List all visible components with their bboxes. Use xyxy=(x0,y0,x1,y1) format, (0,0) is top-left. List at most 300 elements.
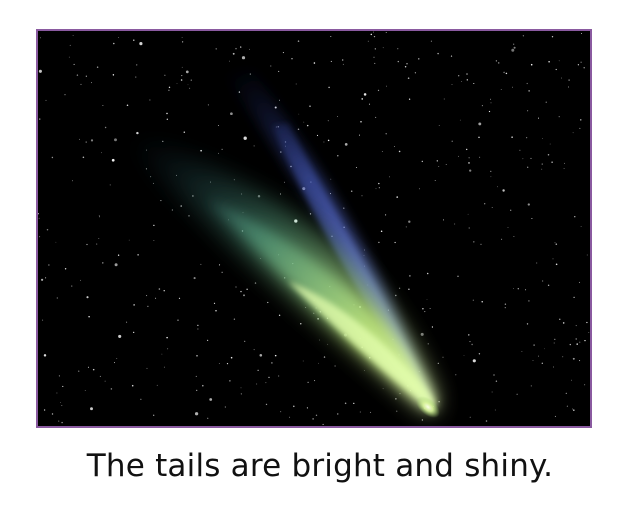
star xyxy=(460,120,461,121)
star xyxy=(497,186,498,187)
star xyxy=(587,255,588,256)
star xyxy=(513,288,514,289)
star xyxy=(241,387,242,388)
star xyxy=(184,131,185,132)
star xyxy=(345,403,347,405)
star xyxy=(360,121,362,123)
star xyxy=(241,393,242,394)
star xyxy=(293,406,295,408)
star xyxy=(568,79,569,80)
star xyxy=(160,200,161,201)
star xyxy=(149,99,150,100)
star xyxy=(330,36,331,37)
star xyxy=(578,64,579,65)
star xyxy=(374,36,375,37)
caption-text: The tails are bright and shiny. xyxy=(86,448,554,484)
star xyxy=(473,83,474,84)
star xyxy=(548,285,549,286)
star xyxy=(303,361,304,362)
star xyxy=(564,168,565,169)
comet-image xyxy=(38,31,590,426)
star xyxy=(105,381,106,382)
star xyxy=(574,216,575,217)
star xyxy=(39,119,40,120)
star xyxy=(140,399,141,400)
star xyxy=(498,62,500,64)
star xyxy=(408,289,410,291)
star xyxy=(469,227,470,228)
star xyxy=(513,44,514,45)
star xyxy=(186,71,189,74)
star xyxy=(405,66,406,67)
star xyxy=(468,214,469,215)
star xyxy=(331,61,332,62)
star xyxy=(86,296,88,298)
star xyxy=(182,37,183,38)
star xyxy=(471,344,472,345)
star xyxy=(527,110,528,111)
star xyxy=(86,244,87,245)
star xyxy=(307,407,308,408)
star xyxy=(386,32,387,33)
star xyxy=(396,411,397,412)
star xyxy=(99,215,100,216)
star xyxy=(337,155,338,156)
star xyxy=(255,282,256,283)
star xyxy=(202,385,204,387)
star xyxy=(91,82,92,83)
star xyxy=(303,122,304,123)
star xyxy=(307,382,308,383)
star xyxy=(563,322,565,324)
star xyxy=(382,151,383,152)
star xyxy=(195,412,198,415)
star xyxy=(482,105,483,106)
star xyxy=(196,376,197,377)
star xyxy=(518,288,519,289)
star xyxy=(581,226,582,227)
star xyxy=(552,36,553,37)
star xyxy=(314,380,315,381)
star xyxy=(457,276,458,277)
star xyxy=(172,210,173,211)
star xyxy=(153,415,154,416)
star xyxy=(44,409,45,410)
star xyxy=(458,156,459,157)
star xyxy=(188,84,189,85)
star xyxy=(438,166,439,167)
star xyxy=(437,53,438,54)
star xyxy=(113,43,115,45)
star xyxy=(180,205,182,207)
star xyxy=(79,139,80,140)
star xyxy=(581,33,582,34)
comet-photo xyxy=(36,29,592,428)
star xyxy=(133,332,134,333)
star xyxy=(464,355,465,356)
star xyxy=(408,221,410,223)
star xyxy=(374,57,375,58)
star xyxy=(162,141,163,142)
star xyxy=(469,341,470,342)
star xyxy=(278,376,279,377)
star xyxy=(312,418,314,420)
star xyxy=(484,203,485,204)
star xyxy=(480,244,481,245)
star xyxy=(362,195,363,196)
star xyxy=(399,288,400,289)
star xyxy=(197,328,198,329)
star xyxy=(256,384,257,385)
star xyxy=(493,374,494,375)
star xyxy=(566,393,567,394)
star xyxy=(271,362,273,364)
star xyxy=(164,367,165,368)
star xyxy=(181,79,183,81)
star xyxy=(375,117,376,118)
star xyxy=(527,323,528,324)
star xyxy=(218,125,219,126)
star xyxy=(208,104,209,105)
star xyxy=(364,93,367,96)
star xyxy=(396,196,398,198)
star xyxy=(280,194,281,195)
star xyxy=(69,57,70,58)
star xyxy=(544,348,545,349)
star xyxy=(188,215,189,216)
star xyxy=(48,264,49,265)
star xyxy=(182,41,183,42)
star xyxy=(383,388,384,389)
star xyxy=(511,49,514,52)
star xyxy=(373,32,374,33)
star xyxy=(317,318,318,319)
star xyxy=(159,288,161,290)
star xyxy=(65,268,66,269)
star xyxy=(218,153,219,154)
star xyxy=(47,229,48,230)
star xyxy=(266,382,267,383)
star xyxy=(356,167,357,168)
star xyxy=(556,243,558,245)
star xyxy=(495,410,496,411)
star xyxy=(438,401,439,402)
star xyxy=(62,386,63,387)
star xyxy=(541,169,542,170)
star xyxy=(468,162,470,164)
star xyxy=(466,73,468,75)
star xyxy=(559,60,560,61)
star xyxy=(406,63,407,64)
star xyxy=(579,360,580,361)
star xyxy=(400,393,401,394)
star xyxy=(44,354,46,356)
star xyxy=(470,417,471,418)
star xyxy=(177,83,178,84)
star xyxy=(59,375,60,376)
star xyxy=(360,411,361,412)
star xyxy=(78,370,79,371)
star xyxy=(479,157,480,158)
star xyxy=(452,141,453,142)
star xyxy=(219,265,220,266)
star xyxy=(542,164,543,165)
star xyxy=(284,182,285,183)
star xyxy=(181,75,182,76)
star xyxy=(64,94,65,95)
star xyxy=(167,119,168,120)
star xyxy=(73,35,74,36)
star xyxy=(254,349,255,350)
star xyxy=(491,176,492,177)
star xyxy=(502,189,504,191)
star xyxy=(222,149,223,150)
star xyxy=(479,353,480,354)
star xyxy=(40,37,41,38)
star xyxy=(227,363,228,364)
star xyxy=(395,295,396,296)
star xyxy=(85,390,86,391)
star xyxy=(127,105,129,107)
star xyxy=(579,128,580,129)
star xyxy=(39,218,40,219)
star xyxy=(83,157,85,159)
star xyxy=(443,357,444,358)
star xyxy=(368,41,369,42)
star xyxy=(330,179,331,180)
star xyxy=(71,286,72,287)
star xyxy=(309,106,310,107)
star xyxy=(244,341,245,342)
star xyxy=(45,277,46,278)
star xyxy=(249,49,250,50)
star xyxy=(528,300,530,302)
star xyxy=(317,135,318,136)
star xyxy=(196,390,197,391)
star xyxy=(438,363,439,364)
star xyxy=(473,241,474,242)
star xyxy=(510,210,511,211)
star xyxy=(432,326,433,327)
star xyxy=(153,225,154,226)
star xyxy=(147,306,148,307)
star xyxy=(324,356,325,357)
star xyxy=(182,67,183,68)
star xyxy=(548,61,550,63)
star xyxy=(353,403,354,404)
star xyxy=(528,90,529,91)
star xyxy=(496,381,497,382)
star xyxy=(364,370,365,371)
star xyxy=(351,191,352,192)
star xyxy=(229,61,230,62)
star xyxy=(427,299,428,300)
star xyxy=(240,46,241,47)
star xyxy=(136,132,138,134)
star xyxy=(588,332,589,333)
star xyxy=(455,374,456,375)
star xyxy=(70,45,71,46)
star xyxy=(153,183,154,184)
star xyxy=(378,183,379,184)
star xyxy=(319,340,320,341)
star xyxy=(512,87,513,88)
star xyxy=(371,34,373,36)
star xyxy=(553,259,554,260)
star xyxy=(571,380,572,381)
star xyxy=(72,180,73,181)
star xyxy=(583,67,584,68)
star xyxy=(166,113,167,114)
star xyxy=(528,203,530,205)
star xyxy=(60,402,61,403)
star xyxy=(235,286,236,287)
star xyxy=(531,218,532,219)
star xyxy=(419,188,420,189)
star xyxy=(146,168,147,169)
star xyxy=(374,63,375,64)
star xyxy=(395,398,396,399)
star xyxy=(74,64,75,65)
star xyxy=(531,64,533,66)
star xyxy=(486,420,488,422)
star xyxy=(139,42,142,45)
star xyxy=(378,242,379,243)
star xyxy=(408,77,410,79)
star xyxy=(394,146,395,147)
star xyxy=(164,290,165,291)
star xyxy=(105,127,106,128)
star xyxy=(337,413,338,414)
star xyxy=(267,302,268,303)
star xyxy=(328,87,330,89)
star xyxy=(114,138,117,141)
star xyxy=(310,213,311,214)
star xyxy=(343,64,344,65)
star xyxy=(81,84,82,85)
star xyxy=(200,264,201,265)
star xyxy=(458,75,459,76)
star xyxy=(280,411,281,412)
star xyxy=(98,238,99,239)
star xyxy=(147,368,148,369)
star xyxy=(466,149,467,150)
star xyxy=(439,125,440,126)
star xyxy=(444,99,445,100)
star xyxy=(376,188,377,189)
star xyxy=(56,242,57,243)
star xyxy=(327,344,328,345)
star xyxy=(385,214,386,215)
star xyxy=(56,393,57,394)
star xyxy=(307,125,308,126)
star xyxy=(86,141,87,142)
star xyxy=(345,143,348,146)
star xyxy=(167,348,168,349)
star xyxy=(296,84,297,85)
star xyxy=(489,111,490,112)
star xyxy=(538,118,539,119)
star xyxy=(397,48,398,49)
star xyxy=(415,72,416,73)
star xyxy=(505,307,506,308)
star xyxy=(542,138,543,139)
star xyxy=(196,355,198,357)
star xyxy=(157,385,158,386)
star xyxy=(526,137,527,138)
star xyxy=(580,119,581,120)
star xyxy=(343,208,344,209)
star xyxy=(283,52,284,53)
star xyxy=(334,365,335,366)
star xyxy=(519,150,520,151)
star xyxy=(573,297,574,298)
star xyxy=(530,158,531,159)
star xyxy=(538,356,539,357)
star xyxy=(278,71,279,72)
star xyxy=(542,280,543,281)
star xyxy=(191,80,192,81)
star xyxy=(96,244,97,245)
star xyxy=(451,55,452,56)
star xyxy=(246,289,247,290)
star xyxy=(328,120,329,121)
star xyxy=(533,344,534,345)
star xyxy=(586,322,587,323)
star xyxy=(551,161,552,162)
star xyxy=(421,333,424,336)
star xyxy=(99,216,100,217)
star xyxy=(513,236,514,237)
star xyxy=(289,417,290,418)
star xyxy=(197,325,198,326)
star xyxy=(481,301,482,302)
star xyxy=(266,404,267,405)
star xyxy=(364,250,365,251)
star xyxy=(369,104,370,105)
star xyxy=(39,236,40,237)
star xyxy=(275,355,277,357)
star xyxy=(468,334,469,335)
star xyxy=(398,61,399,62)
star xyxy=(427,273,429,275)
star xyxy=(430,308,431,309)
star xyxy=(536,262,537,263)
star xyxy=(137,254,138,255)
star xyxy=(478,137,479,138)
star xyxy=(517,394,518,395)
star xyxy=(573,132,574,133)
star xyxy=(492,207,493,208)
star xyxy=(209,398,212,401)
star xyxy=(52,157,53,158)
star xyxy=(100,376,101,377)
star xyxy=(579,342,580,343)
star xyxy=(323,424,324,425)
star xyxy=(111,388,113,390)
star xyxy=(114,362,115,363)
star xyxy=(150,176,151,177)
star xyxy=(129,240,130,241)
star xyxy=(136,64,137,65)
star xyxy=(298,129,300,131)
star xyxy=(581,62,582,63)
star xyxy=(554,339,555,340)
star xyxy=(194,277,196,279)
star xyxy=(207,340,208,341)
star xyxy=(133,304,135,306)
star xyxy=(80,280,81,281)
